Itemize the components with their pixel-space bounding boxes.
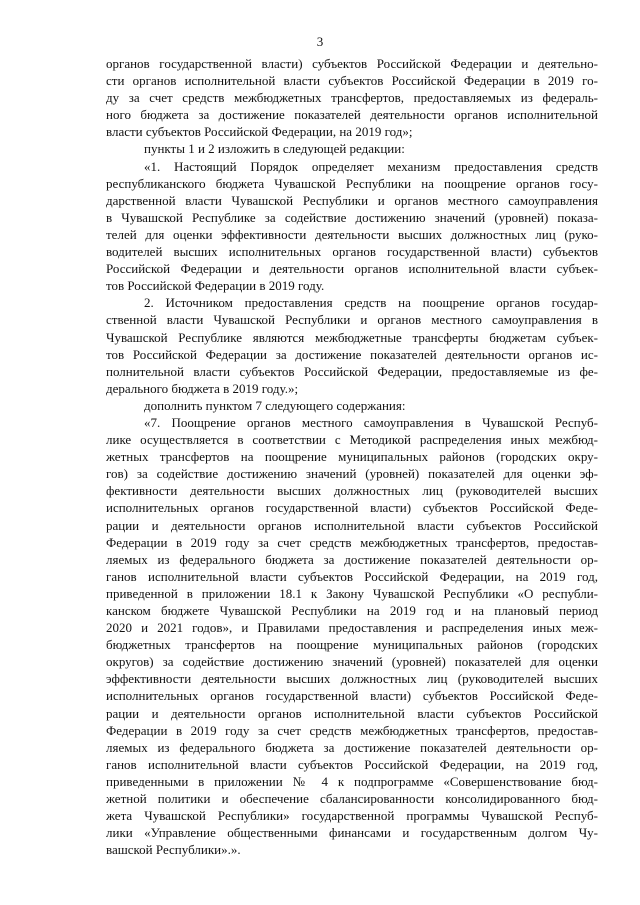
text-line: Федерации в 2019 году за счет средств межбюджетных трансфертов, предостав- [106, 722, 598, 738]
text-line: ду за счет средств межбюджетных трансфертов, предоставляемых из федераль- [106, 90, 598, 106]
text-line: тов Российской Федерации в 2019 году. [106, 278, 325, 294]
text-line: 2. Источником предоставления средств на поощрение органов государ- [144, 295, 598, 311]
text-line: пункты 1 и 2 изложить в следующей редакции: [144, 141, 405, 157]
text-line: Чувашской Республике являются межбюджетные трансферты бюджетам субъек- [106, 329, 598, 345]
text-line: рации и деятельности органов исполнительной власти субъектов Российской [106, 705, 598, 721]
paragraph [106, 158, 598, 295]
text-line: 2020 и 2021 годов», и Правилами предоставления и распределения иных меж- [106, 620, 598, 636]
text-line: исполнительных органов государственной власти) субъектов Российской Феде- [106, 688, 598, 704]
text-line: полнительной власти субъектов Российской Федерации, предоставляемые из фе- [106, 363, 598, 379]
text-line: лики «Управление общественными финансами и государственным долгом Чу- [106, 825, 598, 841]
paragraph [106, 294, 598, 397]
text-line: ственной власти Чувашской Республики и органов местного самоуправления в [106, 312, 598, 328]
text-line: ного бюджета за достижение показателей деятельности органов исполнительной [106, 107, 598, 123]
paragraph [106, 140, 598, 157]
text-line: «1. Настоящий Порядок определяет механизм предоставления средств [144, 158, 598, 174]
text-line: водителей высших исполнительных органов государственной власти) субъектов [106, 244, 598, 260]
text-line: жетной политики и обеспечение сбалансированности консолидированного бюд- [106, 791, 598, 807]
text-line: рации и деятельности органов исполнительной власти субъектов Российской [106, 517, 598, 533]
document-body [106, 55, 598, 858]
paragraph [106, 414, 598, 858]
page-number: 3 [316, 34, 324, 49]
text-line: дерального бюджета в 2019 году.»; [106, 380, 299, 396]
text-line: сти органов исполнительной власти субъектов Российской Федерации в 2019 го- [106, 73, 598, 89]
text-line: ганов исполнительной власти субъектов Российской Федерации, на 2019 год, [106, 756, 598, 772]
text-line: дополнить пунктом 7 следующего содержания: [144, 397, 406, 413]
text-line: лике осуществляется в соответствии с Методикой распределения иных межбюд- [106, 432, 598, 448]
text-line: дарственной власти Чувашской Республики и органов местного самоуправления [106, 192, 598, 208]
text-line: жета Чувашской Республики» государственной программы Чувашской Респуб- [106, 808, 598, 824]
text-line: ляемых из федерального бюджета за достижение показателей деятельности ор- [106, 551, 598, 567]
text-line: власти субъектов Российской Федерации, на 2019 год»; [106, 124, 413, 140]
text-line: в Чувашской Республике за содействие достижению значений (уровней) показа- [106, 209, 598, 225]
text-line: тов Российской Федерации за достижение показателей деятельности органов ис- [106, 346, 598, 362]
text-line: жетных трансфертов на поощрение муниципальных районов (городских окру- [106, 449, 598, 465]
text-line: республиканского бюджета Чувашской Республики на поощрение органов госу- [106, 175, 598, 191]
text-line: телей для оценки эффективности деятельности высших должностных лиц (руко- [106, 226, 598, 242]
text-line: бюджетных трансфертов на поощрение муниципальных районов (городских [106, 637, 598, 653]
text-line: гов) за содействие достижению значений (уровней) показателей для оценки эф- [106, 466, 598, 482]
paragraph [106, 397, 598, 414]
text-line: приведенными в приложении № 4 к подпрограмме «Совершенствование бюд- [106, 773, 598, 789]
text-line: органов государственной власти) субъектов Российской Федерации и деятельно- [106, 56, 598, 71]
text-line: приведенной в приложении 18.1 к Закону Чувашской Республики «О республи- [106, 585, 598, 601]
text-line: округов) за содействие достижению значений (уровней) показателей для оценки [106, 654, 598, 670]
text-line: ляемых из федерального бюджета за достижение показателей деятельности ор- [106, 739, 598, 755]
text-line: «7. Поощрение органов местного самоуправления в Чувашской Респуб- [144, 414, 598, 430]
text-line: вашской Республики».». [106, 842, 241, 858]
text-line: фективности деятельности высших должностных лиц (руководителей высших [106, 483, 598, 499]
text-line: ганов исполнительной власти субъектов Российской Федерации, на 2019 год, [106, 568, 598, 584]
text-line: исполнительных органов государственной власти) субъектов Российской Феде- [106, 500, 598, 516]
text-line: канском бюджете Чувашской Республики на 2019 год и на плановый период [106, 603, 598, 618]
text-line: Федерации в 2019 году за счет средств межбюджетных трансфертов, предостав- [106, 534, 598, 550]
text-line: эффективности деятельности высших должностных лиц (руководителей высших [106, 671, 598, 687]
text-line: Российской Федерации и деятельности органов исполнительной власти субъек- [106, 261, 598, 277]
paragraph [106, 55, 598, 140]
